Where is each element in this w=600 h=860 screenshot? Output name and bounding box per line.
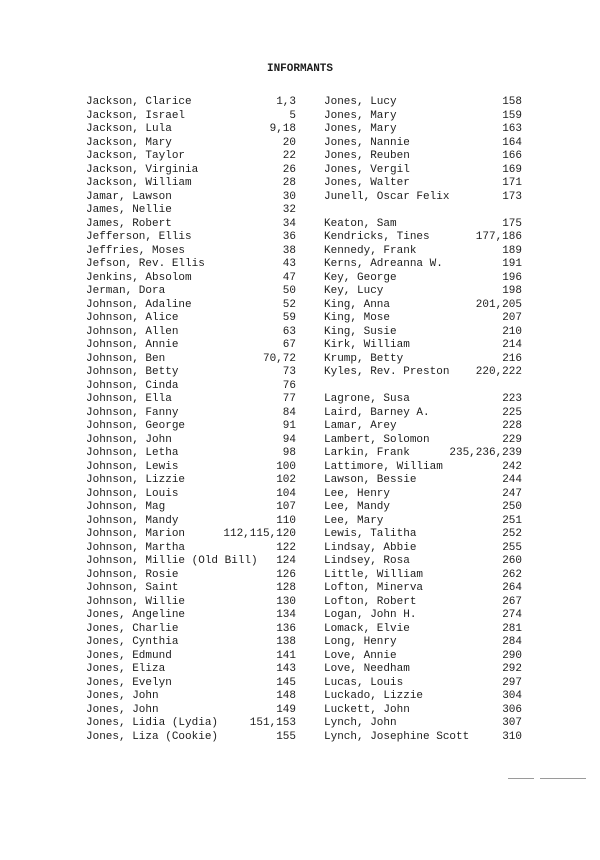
index-entry — [324, 407, 522, 421]
page-numbers: 148 — [276, 690, 296, 702]
informant-name: Johnson, John — [86, 433, 172, 446]
page-numbers: 166 — [502, 150, 522, 162]
informant-name: Little, William — [324, 568, 424, 581]
page-numbers: 94 — [282, 433, 296, 446]
informant-name: Johnson, Ben — [86, 352, 166, 365]
page-numbers: 104 — [276, 487, 296, 500]
page-numbers: 207 — [502, 312, 522, 324]
page-numbers: 255 — [502, 541, 522, 554]
informant-name: Johnson, Cinda — [86, 379, 179, 392]
informant-name: Jones, Evelyn — [86, 676, 172, 689]
index-entry — [324, 420, 522, 434]
page-numbers: 250 — [502, 501, 522, 513]
informant-name: Lewis, Talitha — [324, 528, 417, 540]
index-entry — [86, 177, 296, 191]
informant-name: Johnson, Fanny — [86, 406, 179, 419]
informant-name: Kyles, Rev. Preston — [324, 366, 450, 378]
page-numbers: 220,222 — [475, 366, 522, 378]
informant-name: Jackson, Virginia — [86, 163, 199, 176]
informant-name: Johnson, Mandy — [86, 514, 179, 527]
informant-name: Krump, Betty — [324, 352, 404, 365]
page-numbers: 216 — [502, 352, 522, 365]
informant-name: Jones, Lucy — [324, 96, 397, 108]
index-entry — [86, 353, 296, 367]
page-numbers: 214 — [502, 339, 522, 351]
page-numbers: 59 — [282, 312, 296, 324]
index-entry — [324, 582, 522, 596]
page-numbers: 63 — [282, 325, 296, 338]
page-numbers: 262 — [502, 568, 522, 581]
index-entry — [324, 285, 522, 299]
index-entry — [86, 312, 296, 326]
informant-name: Junell, Oscar Felix — [324, 190, 450, 203]
page-numbers: 201,205 — [475, 298, 522, 311]
page-numbers: 210 — [502, 325, 522, 338]
index-entry — [86, 434, 296, 448]
index-entry — [86, 393, 296, 407]
index-entry — [86, 704, 296, 718]
page-numbers: 5 — [289, 109, 296, 122]
page-numbers: 50 — [282, 285, 296, 297]
page-numbers: 73 — [282, 366, 296, 378]
page-numbers: 306 — [502, 703, 522, 716]
informant-name: Jenkins, Absolom — [86, 271, 192, 284]
index-entry — [86, 339, 296, 353]
informant-name: Kennedy, Frank — [324, 244, 417, 257]
index-entry — [324, 123, 522, 137]
index-entry — [86, 110, 296, 124]
page-numbers: 264 — [502, 582, 522, 594]
informant-name: King, Anna — [324, 298, 391, 311]
informant-name: Lee, Mary — [324, 514, 384, 527]
index-entry — [86, 609, 296, 623]
index-entry — [324, 474, 522, 488]
informant-name: Kendricks, Tines — [324, 231, 430, 243]
informant-name: Lee, Mandy — [324, 501, 391, 513]
index-entry — [86, 245, 296, 259]
page-numbers: 177,186 — [475, 231, 522, 243]
page-numbers: 191 — [502, 258, 522, 270]
informant-name: Jones, Nannie — [324, 136, 410, 149]
index-entry — [324, 177, 522, 191]
page-numbers: 122 — [276, 541, 296, 554]
informant-name: Jones, Mary — [324, 109, 397, 122]
informant-name: Jones, Liza (Cookie) — [86, 730, 219, 743]
index-entry — [86, 542, 296, 556]
informant-name: Kirk, William — [324, 339, 410, 351]
page-numbers: 102 — [276, 474, 296, 486]
page-numbers: 30 — [282, 190, 296, 203]
informant-name: Johnson, Alice — [86, 312, 179, 324]
informant-name: Lawson, Bessie — [324, 474, 417, 486]
index-entry — [324, 528, 522, 542]
index-entry — [86, 582, 296, 596]
index-entry — [324, 191, 522, 205]
informant-name: Johnson, Willie — [86, 595, 186, 608]
informant-name: Jones, John — [86, 703, 159, 716]
index-entry — [324, 312, 522, 326]
index-entry — [86, 650, 296, 664]
informants-left-column — [86, 96, 296, 744]
informant-name: Johnson, George — [86, 420, 186, 432]
page-numbers: 225 — [502, 406, 522, 419]
index-entry — [86, 420, 296, 434]
index-entry — [324, 150, 522, 164]
informant-name: Key, George — [324, 271, 397, 284]
page-numbers: 100 — [276, 460, 296, 473]
index-entry — [86, 407, 296, 421]
index-entry — [86, 474, 296, 488]
page-numbers: 77 — [282, 393, 296, 405]
index-entry — [86, 528, 296, 542]
page-numbers: 112,115,120 — [223, 528, 296, 540]
page-numbers: 290 — [502, 649, 522, 662]
informant-name: Johnson, Martha — [86, 541, 186, 554]
index-entry — [86, 461, 296, 475]
informant-name: Jones, Cynthia — [86, 636, 179, 648]
informant-name: Johnson, Betty — [86, 366, 179, 378]
index-entry — [324, 258, 522, 272]
page-numbers: 107 — [276, 501, 296, 513]
index-entry — [86, 272, 296, 286]
page-numbers: 76 — [282, 379, 296, 392]
page-numbers: 242 — [502, 460, 522, 473]
index-entry — [86, 569, 296, 583]
index-entry — [86, 623, 296, 637]
page-numbers: 251 — [502, 514, 522, 527]
index-entry — [324, 245, 522, 259]
informant-name: Jackson, Taylor — [86, 150, 186, 162]
page-numbers: 189 — [502, 244, 522, 257]
index-entry — [86, 285, 296, 299]
informant-name: Jeffries, Moses — [86, 244, 186, 257]
index-entry — [86, 501, 296, 515]
page-numbers: 52 — [282, 298, 296, 311]
informant-name: Johnson, Rosie — [86, 568, 179, 581]
page-title: INFORMANTS — [266, 63, 333, 75]
informant-name: Lambert, Solomon — [324, 433, 430, 446]
page-numbers: 126 — [276, 568, 296, 581]
page-numbers: 91 — [282, 420, 296, 432]
index-entry — [324, 434, 522, 448]
page-numbers: 136 — [276, 622, 296, 635]
index-entry — [324, 272, 522, 286]
informant-name: Jackson, Mary — [86, 136, 172, 149]
index-entry — [86, 380, 296, 394]
index-entry — [324, 326, 522, 340]
index-entry — [86, 137, 296, 151]
index-entry — [324, 663, 522, 677]
informant-name: Love, Needham — [324, 663, 410, 675]
page-numbers: 149 — [276, 703, 296, 716]
page-numbers: 175 — [502, 217, 522, 230]
index-entry — [86, 326, 296, 340]
page-numbers: 47 — [282, 271, 296, 284]
page-numbers: 43 — [282, 258, 296, 270]
index-entry — [86, 515, 296, 529]
informant-name: Johnson, Lewis — [86, 460, 179, 473]
page-numbers: 155 — [276, 730, 296, 743]
page-numbers: 34 — [282, 217, 296, 230]
informants-right-column — [324, 96, 522, 744]
index-entry — [86, 123, 296, 137]
index-entry — [86, 150, 296, 164]
page-numbers: 143 — [276, 663, 296, 675]
index-entry — [324, 96, 522, 110]
index-entry — [86, 677, 296, 691]
informant-name: Lindsay, Abbie — [324, 541, 417, 554]
informant-name: Johnson, Mag — [86, 501, 166, 513]
page-numbers: 67 — [282, 339, 296, 351]
page-numbers: 260 — [502, 555, 522, 567]
informant-name: Jones, Walter — [324, 177, 410, 189]
informant-name: Jackson, Israel — [86, 109, 186, 122]
informant-name: Lynch, Josephine Scott — [324, 730, 470, 743]
page-numbers: 304 — [502, 690, 522, 702]
informant-name: Johnson, Saint — [86, 582, 179, 594]
index-entry — [86, 690, 296, 704]
index-entry — [324, 137, 522, 151]
informant-name: Jones, Reuben — [324, 150, 410, 162]
page-numbers: 173 — [502, 190, 522, 203]
index-entry — [86, 96, 296, 110]
index-entry — [86, 636, 296, 650]
informant-name: Lamar, Arey — [324, 420, 397, 432]
index-entry — [324, 488, 522, 502]
page-numbers: 198 — [502, 285, 522, 297]
index-entry — [324, 650, 522, 664]
page-numbers: 141 — [276, 649, 296, 662]
page-numbers: 267 — [502, 595, 522, 608]
index-entry — [324, 393, 522, 407]
informant-name: King, Susie — [324, 325, 397, 338]
page-numbers: 151,153 — [249, 717, 296, 729]
informant-name: King, Mose — [324, 312, 391, 324]
index-entry — [324, 218, 522, 232]
page-numbers: 244 — [502, 474, 522, 486]
page-numbers: 28 — [282, 177, 296, 189]
informant-name: James, Robert — [86, 217, 172, 230]
informant-name: Johnson, Ella — [86, 393, 172, 405]
page-numbers: 38 — [282, 244, 296, 257]
informant-name: Jones, John — [86, 690, 159, 702]
page-numbers: 247 — [502, 487, 522, 500]
informant-name: Luckado, Lizzie — [324, 690, 424, 702]
page-numbers: 159 — [502, 109, 522, 122]
index-entry — [86, 299, 296, 313]
informant-name: Lynch, John — [324, 717, 397, 729]
page-numbers: 281 — [502, 622, 522, 635]
informant-name: James, Nellie — [86, 204, 172, 216]
page-numbers: 307 — [502, 717, 522, 729]
scan-artifact-line — [508, 778, 534, 779]
index-entry — [86, 231, 296, 245]
page-numbers: 20 — [282, 136, 296, 149]
informant-name: Lucas, Louis — [324, 676, 404, 689]
index-entry — [324, 515, 522, 529]
informant-name: Lee, Henry — [324, 487, 391, 500]
page-numbers: 171 — [502, 177, 522, 189]
index-entry — [324, 731, 522, 745]
page-numbers: 310 — [502, 730, 522, 743]
index-entry — [324, 461, 522, 475]
index-entry — [324, 164, 522, 178]
informant-name: Lomack, Elvie — [324, 622, 410, 635]
page-numbers: 138 — [276, 636, 296, 648]
page-numbers: 274 — [502, 609, 522, 621]
index-entry — [324, 690, 522, 704]
page-numbers: 130 — [276, 595, 296, 608]
informant-name: Johnson, Lizzie — [86, 474, 186, 486]
index-entry — [86, 488, 296, 502]
informant-name: Jefson, Rev. Ellis — [86, 258, 205, 270]
index-entry — [324, 717, 522, 731]
index-entry — [86, 366, 296, 380]
page-numbers: 134 — [276, 609, 296, 621]
page-numbers: 36 — [282, 231, 296, 243]
page-numbers: 228 — [502, 420, 522, 432]
informant-name: Lindsey, Rosa — [324, 555, 410, 567]
informant-name: Jones, Mary — [324, 123, 397, 135]
scan-artifact-line — [540, 778, 586, 779]
informant-name: Keaton, Sam — [324, 217, 397, 230]
page-numbers: 169 — [502, 163, 522, 176]
index-entry — [324, 339, 522, 353]
informant-name: Laird, Barney A. — [324, 406, 430, 419]
informant-name: Lofton, Minerva — [324, 582, 424, 594]
informant-name: Logan, John H. — [324, 609, 417, 621]
index-entry — [324, 623, 522, 637]
index-entry — [324, 569, 522, 583]
index-entry — [86, 663, 296, 677]
informant-name: Lofton, Robert — [324, 595, 417, 608]
informant-name: Long, Henry — [324, 636, 397, 648]
informant-name: Larkin, Frank — [324, 447, 410, 459]
informant-name: Jackson, Clarice — [86, 96, 192, 108]
index-entry — [86, 258, 296, 272]
index-entry — [86, 164, 296, 178]
page-numbers: 223 — [502, 393, 522, 405]
informant-name: Jones, Edmund — [86, 649, 172, 662]
informant-name: Jerman, Dora — [86, 285, 166, 297]
informant-name: Jones, Angeline — [86, 609, 186, 621]
index-entry — [324, 609, 522, 623]
informant-name: Love, Annie — [324, 649, 397, 662]
index-entry — [86, 447, 296, 461]
index-entry — [324, 542, 522, 556]
index-entry — [86, 555, 296, 569]
index-entry — [324, 596, 522, 610]
informant-name: Jamar, Lawson — [86, 190, 172, 203]
informant-name: Johnson, Millie (Old Bill) — [86, 555, 258, 567]
index-entry — [324, 366, 522, 380]
informant-name: Luckett, John — [324, 703, 410, 716]
index-entry — [324, 447, 522, 461]
informant-name: Lattimore, William — [324, 460, 443, 473]
index-entry — [324, 299, 522, 313]
informant-name: Jones, Vergil — [324, 163, 410, 176]
page-numbers: 98 — [282, 447, 296, 459]
page-numbers: 297 — [502, 676, 522, 689]
informant-name: Johnson, Louis — [86, 487, 179, 500]
page-numbers: 235,236,239 — [449, 447, 522, 459]
index-entry — [86, 717, 296, 731]
index-entry — [324, 677, 522, 691]
informant-name: Johnson, Allen — [86, 325, 179, 338]
page-numbers: 163 — [502, 123, 522, 135]
informant-name: Johnson, Letha — [86, 447, 179, 459]
informant-name: Johnson, Adaline — [86, 298, 192, 311]
index-entry — [324, 110, 522, 124]
page-numbers: 196 — [502, 271, 522, 284]
informant-name: Jackson, Lula — [86, 123, 172, 135]
index-entry — [324, 501, 522, 515]
page-numbers: 164 — [502, 136, 522, 149]
page-numbers: 1,3 — [276, 96, 296, 108]
page-numbers: 32 — [282, 204, 296, 216]
informant-name: Kerns, Adreanna W. — [324, 258, 443, 270]
page-numbers: 70,72 — [262, 352, 296, 365]
index-entry — [324, 353, 522, 367]
informant-name: Jones, Charlie — [86, 622, 179, 635]
informant-name: Jones, Lidia (Lydia) — [86, 717, 219, 729]
page-numbers: 26 — [282, 163, 296, 176]
informant-name: Key, Lucy — [324, 285, 384, 297]
index-entry — [86, 218, 296, 232]
informant-name: Johnson, Marion — [86, 528, 186, 540]
page-numbers: 84 — [282, 406, 296, 419]
page-numbers: 158 — [502, 96, 522, 108]
index-entry — [324, 231, 522, 245]
index-entry — [86, 596, 296, 610]
page-numbers: 22 — [282, 150, 296, 162]
page-numbers: 284 — [502, 636, 522, 648]
informant-name: Jones, Eliza — [86, 663, 166, 675]
index-entry — [324, 636, 522, 650]
page-numbers: 9,18 — [269, 123, 296, 135]
page-numbers: 229 — [502, 433, 522, 446]
page-numbers: 145 — [276, 676, 296, 689]
index-entry — [324, 555, 522, 569]
index-entry — [86, 731, 296, 745]
index-entry — [86, 191, 296, 205]
informant-name: Johnson, Annie — [86, 339, 179, 351]
page-numbers: 128 — [276, 582, 296, 594]
page-numbers: 110 — [276, 514, 296, 527]
index-entry — [324, 704, 522, 718]
informant-name: Jackson, William — [86, 177, 192, 189]
page-numbers: 124 — [276, 555, 296, 567]
index-entry — [86, 204, 296, 218]
page-numbers: 292 — [502, 663, 522, 675]
informant-name: Jefferson, Ellis — [86, 231, 192, 243]
page-numbers: 252 — [502, 528, 522, 540]
informant-name: Lagrone, Susa — [324, 393, 410, 405]
